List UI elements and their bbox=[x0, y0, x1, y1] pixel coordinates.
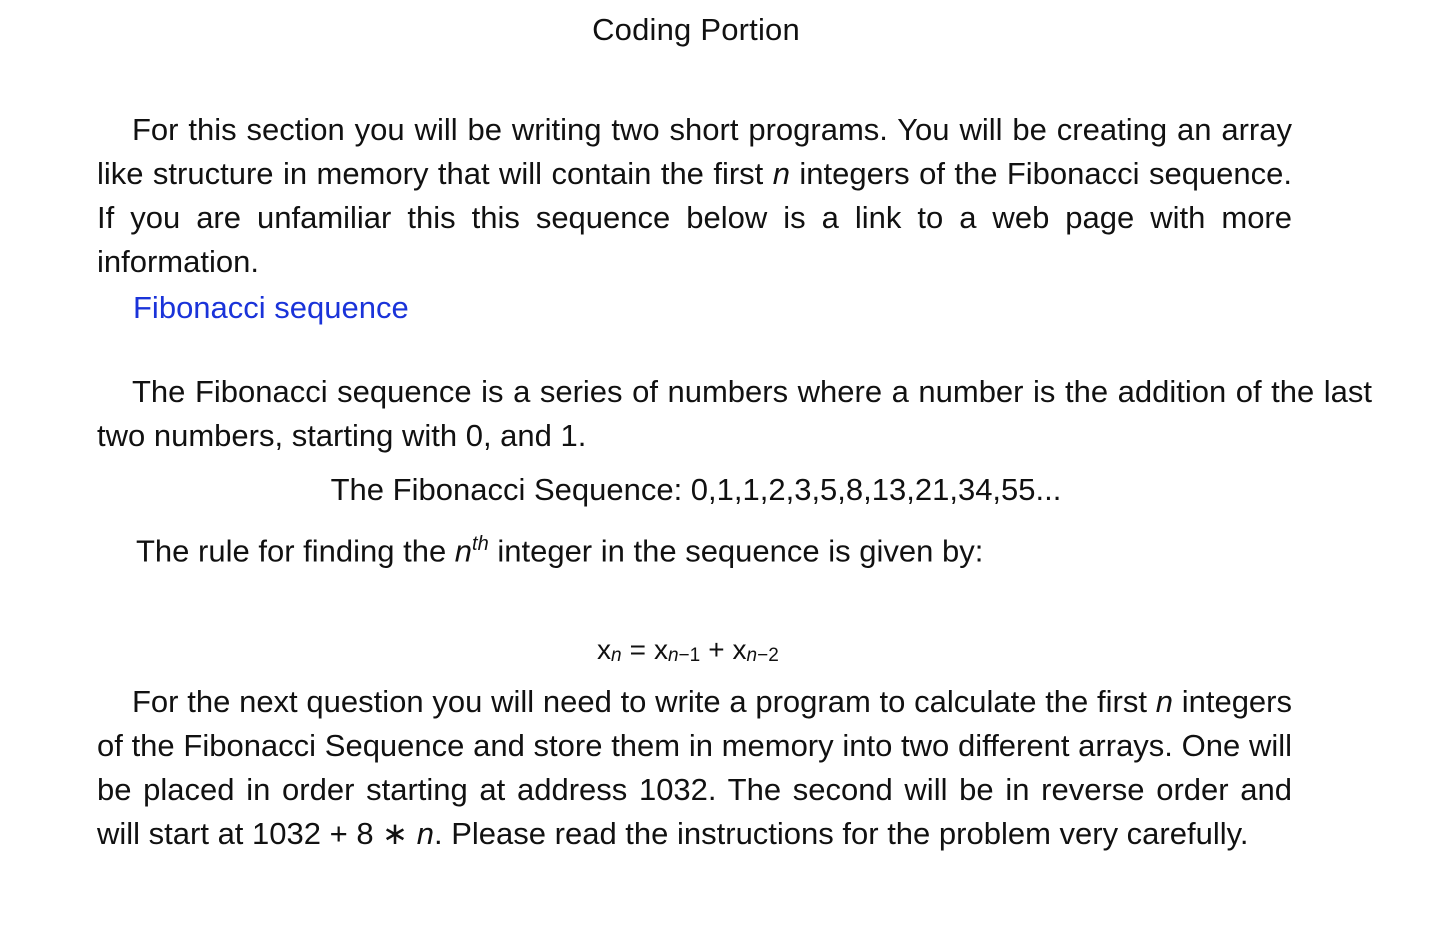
task-paragraph bbox=[97, 680, 1292, 856]
rule-line bbox=[136, 524, 983, 571]
formula-plus: + bbox=[708, 634, 725, 665]
formula-sub-minus-1: −1 bbox=[678, 645, 701, 666]
fibonacci-sequence-link[interactable]: Fibonacci sequence bbox=[133, 290, 409, 325]
intro-text-1: For this section you will be writing two short programs. You will be creating an array like structure in memory that will contain the first bbox=[97, 112, 1292, 191]
task-text-2: integers of the Fibonacci Sequence and store them in memory into two different arrays. One will be placed in order starting at address 1032. The second will be in reverse order and will start at 1032 + 8 ∗ bbox=[97, 684, 1292, 851]
intro-n-variable: n bbox=[772, 156, 790, 191]
formula-sub-n: n bbox=[611, 645, 622, 666]
formula-x-n-minus-1: x bbox=[653, 634, 668, 665]
formula-x-n-minus-2: x bbox=[732, 634, 747, 665]
rule-n-variable: n bbox=[454, 533, 473, 569]
intro-text-2: integers of the Fibonacci sequence. If you are unfamiliar this this sequence below is a link to a web page with more information. bbox=[97, 156, 1293, 279]
task-text-1: For the next question you will need to write a program to calculate the first bbox=[132, 684, 1156, 719]
formula-sub-minus-2: −2 bbox=[757, 645, 779, 666]
fibonacci-formula bbox=[597, 632, 779, 674]
definition-paragraph: The Fibonacci sequence is a series of numbers where a number is the addition of the last two numbers, starting with 0, and 1. bbox=[97, 374, 1372, 453]
formula-sub-n-3: n bbox=[746, 645, 758, 666]
task-n-variable-2: n bbox=[416, 816, 435, 851]
task-text-3: . Please read the instructions for the problem very carefully. bbox=[434, 816, 1249, 851]
task-n-variable-1: n bbox=[1155, 684, 1173, 719]
sequence-line: The Fibonacci Sequence: 0,1,1,2,3,5,8,13,21,34,55... bbox=[330, 472, 1062, 507]
page-title: Coding Portion bbox=[592, 12, 800, 47]
intro-paragraph bbox=[97, 108, 1292, 284]
formula-x-n: x bbox=[597, 634, 611, 665]
rule-th-superscript: th bbox=[472, 533, 489, 555]
rule-text-2: integer in the sequence is given by: bbox=[488, 533, 984, 569]
rule-text-1: The rule for finding the bbox=[136, 533, 455, 569]
formula-sub-n-2: n bbox=[667, 645, 679, 666]
formula-equals: = bbox=[629, 634, 646, 665]
